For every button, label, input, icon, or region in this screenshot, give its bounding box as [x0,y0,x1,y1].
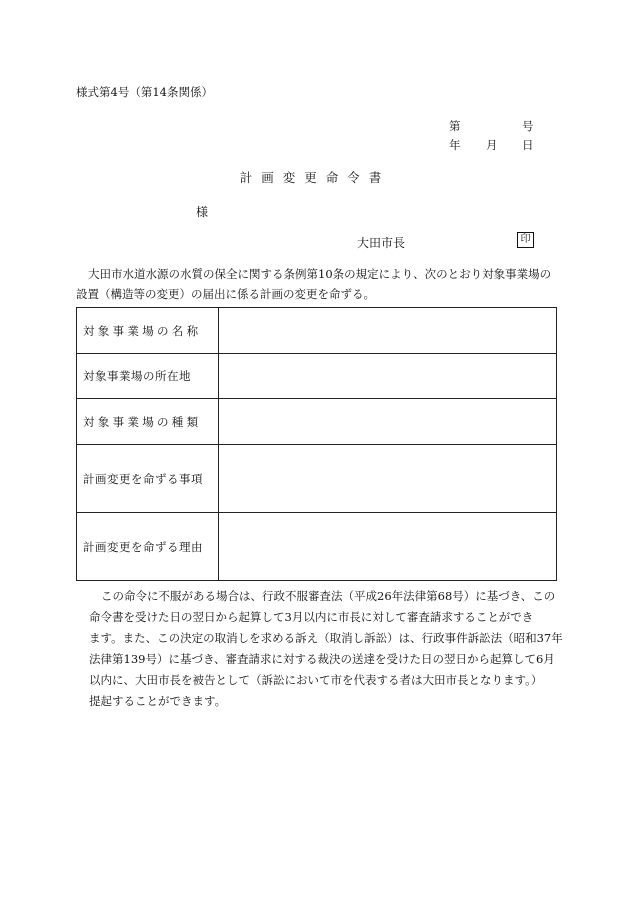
table-row [77,399,557,445]
addressee-suffix: 様 [196,205,209,219]
date-year-label: 年 [449,138,461,152]
date-month-label: 月 [486,138,498,152]
seal-mark: 印 [517,232,534,248]
form-number: 様式第4号（第14条関係） [76,85,213,99]
notice-line: この命令に不服がある場合は、行政不服審査法（平成26年法律第68号）に基づき、この [101,589,556,603]
document-number-prefix: 第 [449,119,461,133]
notice-line: 以内に、大田市長を被告として（訴訟において市を代表する者は大田市長となります。） [89,673,543,687]
row-value-change-items[interactable] [219,445,557,513]
notice-line: ます。また、この決定の取消しを求める訴え（取消し訴訟）は、行政事件訴訟法（昭和37年 [89,631,563,645]
table-row [77,354,557,399]
table-row [77,308,557,354]
row-label-facility-type: 対象事業場の種類 [77,399,219,445]
row-label-change-items: 計画変更を命ずる事項 [77,445,219,513]
order-details-table [76,307,557,581]
row-value-facility-location[interactable] [219,354,557,399]
notice-line: 法律第139号）に基づき、審査請求に対する裁決の送達を受けた日の翌日から起算して6月 [89,652,555,666]
table-row [77,445,557,513]
row-label-change-reason: 計画変更を命ずる理由 [77,513,219,581]
document-number-suffix: 号 [522,119,534,133]
row-label-facility-name: 対象事業場の名称 [77,308,219,354]
notice-line: 命令書を受けた日の翌日から起算して3月以内に市長に対して審査請求することができ [89,610,534,624]
row-label-facility-location: 対象事業場の所在地 [77,354,219,399]
table-row [77,513,557,581]
row-value-facility-type[interactable] [219,399,557,445]
document-number [449,118,534,134]
date-day-label: 日 [522,138,534,152]
row-value-change-reason[interactable] [219,513,557,581]
notice-line: 提起することができます。 [89,694,227,708]
intro-paragraph: 大田市水道水源の水質の保全に関する条例第10条の規定により、次のとおり対象事業場の設置（構造等の変更）の届出に係る計画の変更を命ずる。 [76,267,552,301]
row-value-facility-name[interactable] [219,308,557,354]
issuer-name: 大田市長 [357,236,406,250]
document-title: 計画変更命令書 [239,170,391,185]
